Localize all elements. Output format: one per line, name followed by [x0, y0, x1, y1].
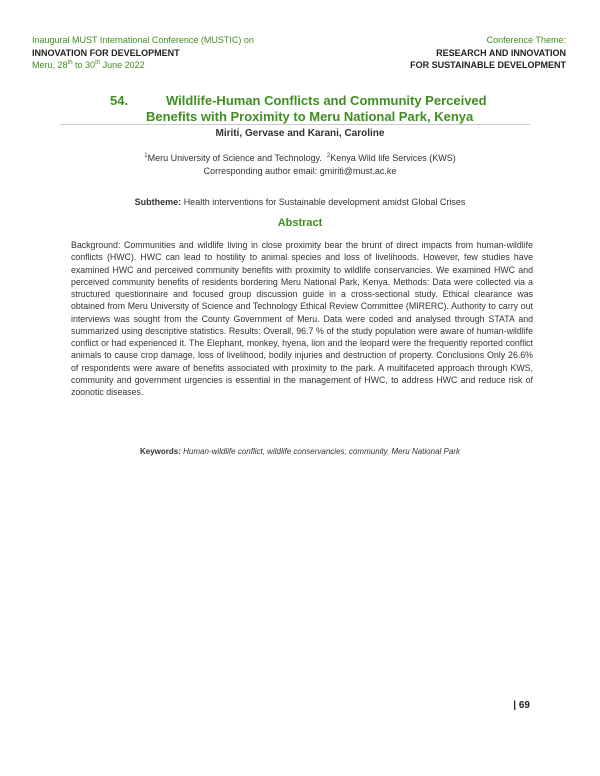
subtheme-label: Subtheme: [134, 197, 182, 207]
page-number: | 69 [513, 700, 530, 711]
conference-theme-line2: FOR SUSTAINABLE DEVELOPMENT [410, 60, 566, 70]
title-divider [60, 124, 530, 125]
keywords-text: Human-wildlife conflict, wildlife conservancies, community. Meru National Park [183, 447, 460, 456]
conference-header-left [32, 34, 254, 72]
affiliation-line: $^1$Meru University of Science and Technology. $^2$Kenya Wild life Services (KWS) [144, 153, 456, 163]
abstract-text: Background: Communities and wildlife living in close proximity bear the brunt of direct impacts from human-wildlife conflicts (HWC). HWC can lead to hostility to animal species and loss of livelihoods. However, few studies have examined HWC and perceived community benefits with proximity to wildlife conservancies. We examined HWC and perceived community benefits of residents bordering Meru National Park, Kenya. Methods: Data were collected via a structured questionnaire and focused group discussion guide in a cross-sectional study. Ethical clearance was obtained from Meru University of Science and Technology Ethical Review Committee (MIRERC). Authority to carry out interviews was sought from the County Government of Meru. Data were coded and analysed through STATA and summarized using descriptive statistics. Results: Overall, 96.7 % of the study population were aware of human-wildlife conflict or had experienced it. The Elephant, monkey, hyena, lion and the leopard were the frequently reported conflict animals to cause crop damage, loss of livelihood, bodily injuries and destruction of property. Conclusions Only 26.6% of respondents were aware of benefits associated with proximity to the park. A multifaceted approach through KWS, community and government urgencies is essential in the management of HWC, to address HWC and reduce risk of zoonotic diseases. [71, 240, 533, 397]
conference-header-right [410, 34, 566, 72]
abstract-heading: Abstract [277, 217, 323, 229]
affiliations [0, 152, 600, 177]
keywords-label: Keywords: [140, 447, 181, 456]
conference-theme-line1: RESEARCH AND INNOVATION [436, 47, 566, 58]
conference-subtitle: INNOVATION FOR DEVELOPMENT [32, 47, 180, 58]
conference-name: Inaugural MUST International Conference (MUSTIC) on [32, 35, 254, 45]
corresponding-author: Corresponding author email: gmiriti@must.ac.ke [203, 165, 397, 176]
conference-theme-label: Conference Theme: [486, 35, 566, 45]
keywords [0, 447, 600, 456]
title-line-1: Wildlife-Human Conflicts and Community Perceived [166, 93, 487, 108]
conference-dates: Meru, 28th to 30th June 2022 [32, 60, 145, 70]
authors: Miriti, Gervase and Karani, Caroline [215, 128, 385, 139]
subtheme [0, 197, 600, 207]
subtheme-text: Health interventions for Sustainable development amidst Global Crises [183, 197, 466, 207]
paper-number: 54. [110, 93, 129, 108]
title-line-2: Benefits with Proximity to Meru National Park, Kenya [146, 109, 474, 124]
